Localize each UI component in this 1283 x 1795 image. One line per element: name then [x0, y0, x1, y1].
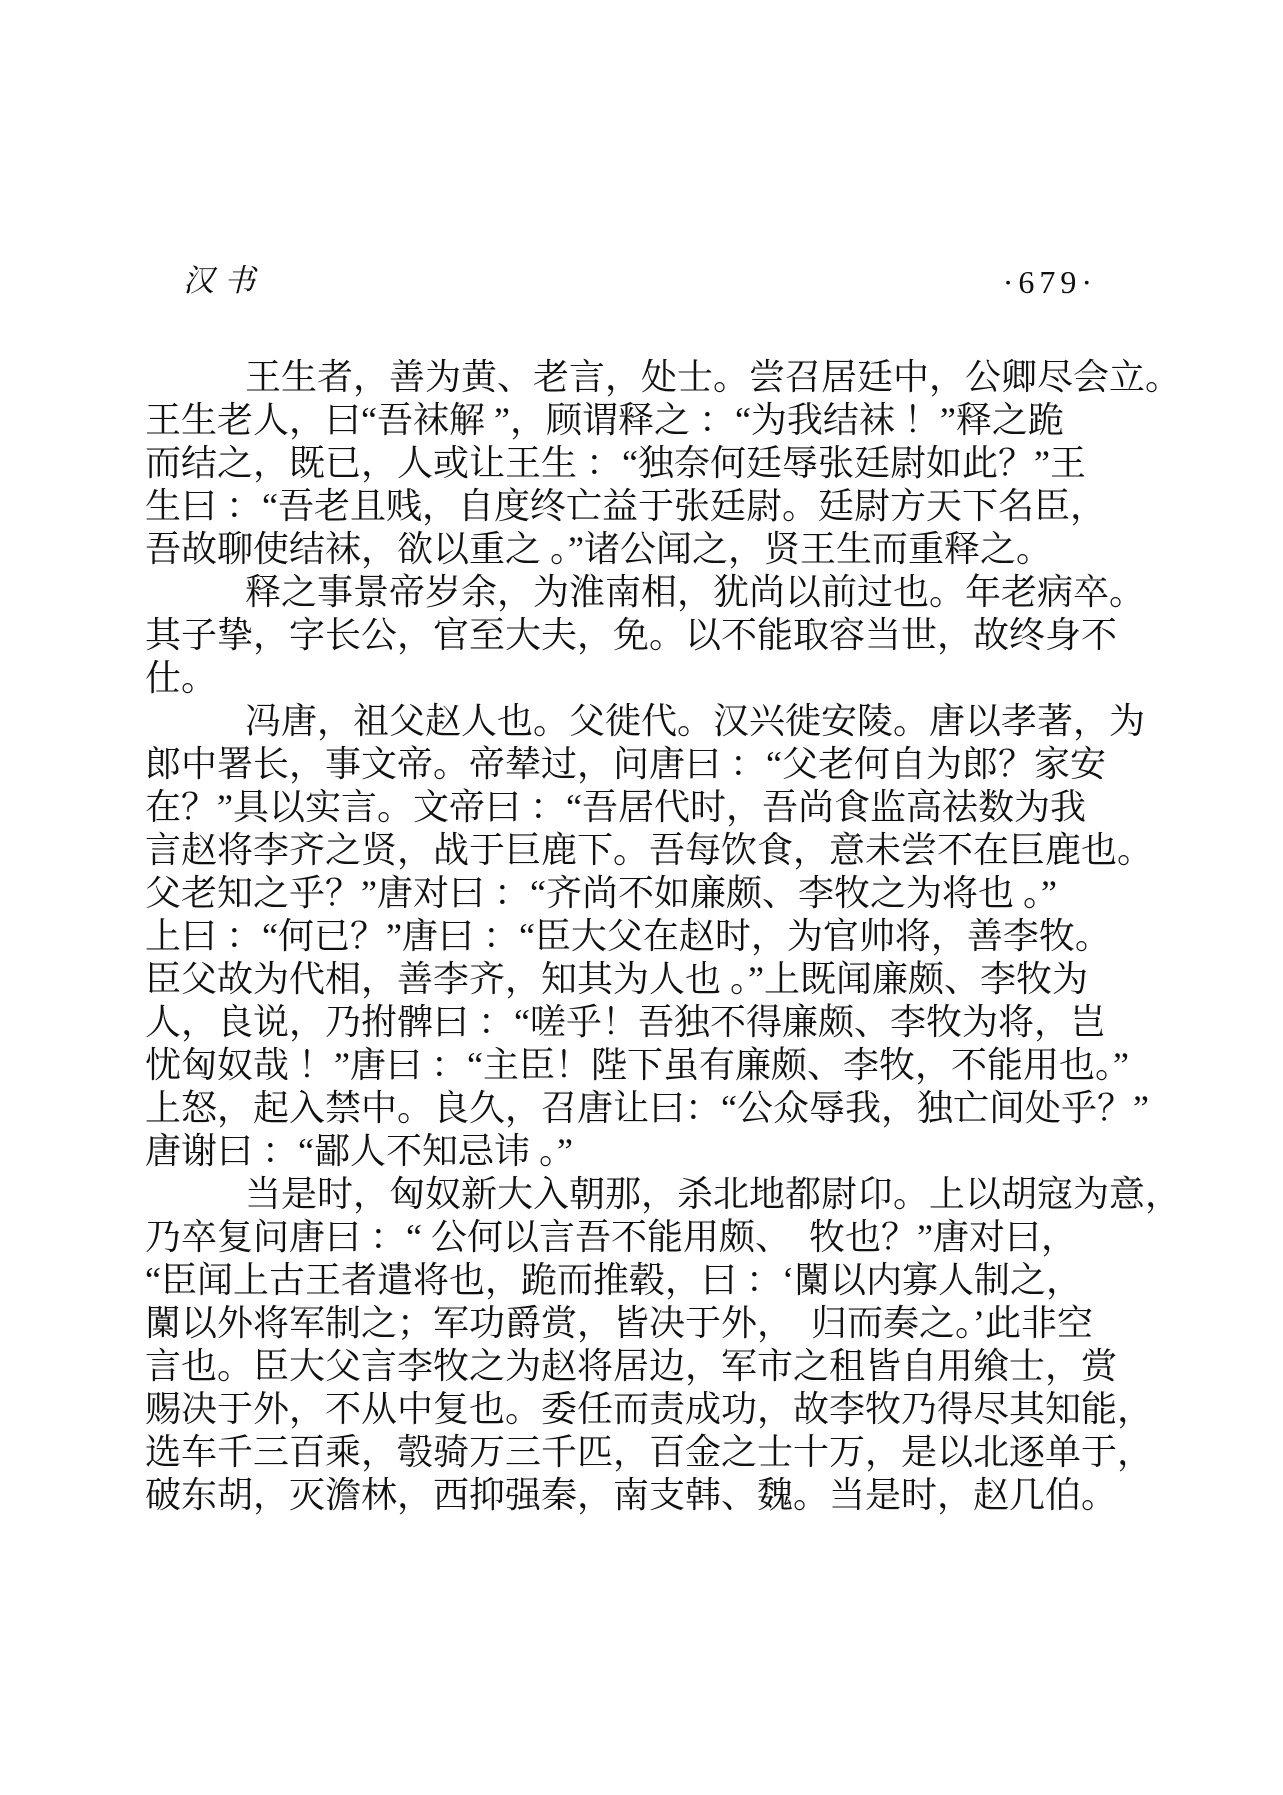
text-line: 其子挚，字长公，官至大夫，免。以不能取容当世，故终身不 — [145, 615, 1118, 655]
text-line: 忧匈奴哉 ！”唐曰 ：“主臣！陛下虽有廉颇、李牧，不能用也。” — [145, 1045, 1129, 1085]
text-line: 言赵将李齐之贤，战于巨鹿下。吾每饮食，意未尝不在巨鹿也。 — [145, 830, 1154, 870]
text-line: 而结之，既已，人或让王生 ：“独奈何廷辱张廷尉如此？”王 — [145, 443, 1086, 483]
text-line: 在？”具以实言。文帝曰 ：“吾居代时，吾尚食监高祛数为我 — [145, 787, 1086, 827]
text-line: 父老知之乎？”唐对曰 ：“齐尚不如廉颇、李牧之为将也 。” — [145, 873, 1057, 913]
running-header — [145, 262, 1155, 302]
text-line: 仕。 — [145, 658, 218, 698]
text-line: 臣父故为代相，善李齐，知其为人也 。”上既闻廉颇、李牧为 — [145, 959, 1088, 999]
text-line: 言也。臣大父言李牧之为赵将居边，军市之租皆自用飨士，赏 — [145, 1346, 1118, 1386]
text-line: 释之事景帝岁余，为淮南相，犹尚以前过也。年老病卒。 — [245, 572, 1146, 612]
text-line: 上曰 ：“何已？”唐曰 ：“臣大父在赵时，为官帅将，善李牧。 — [145, 916, 1111, 956]
text-line: 王生老人，曰“吾袜解 ”，顾谓释之 ：“为我结袜 ！”释之跪 — [145, 400, 1064, 440]
text-line: 生曰 ：“吾老且贱，自度终亡益于张廷尉。廷尉方天下名臣， — [145, 486, 1106, 526]
text-line: 闑以外将军制之；军功爵赏，皆决于外， 归而奏之。’此非空 — [145, 1303, 1093, 1343]
text-line: “臣闻上古王者遣将也，跪而推毂，曰 ：‘闑以内寡人制之， — [145, 1260, 1082, 1300]
text-line: 吾故聊使结袜，欲以重之 。”诸公闻之，贤王生而重释之。 — [145, 529, 1052, 569]
book-title: 汉书 — [183, 263, 265, 298]
text-line: 选车千三百乘，彀骑万三千匹，百金之士十万，是以北逐单于， — [145, 1432, 1154, 1472]
page-number: ·679· — [1002, 264, 1097, 300]
body-text — [145, 356, 1182, 1517]
text-line: 人，良说，乃拊髀曰 ：“嗟乎！吾独不得廉颇、李牧为将，岂 — [145, 1002, 1106, 1042]
text-line: 冯唐，祖父赵人也。父徙代。汉兴徙安陵。唐以孝著，为 — [245, 701, 1146, 741]
text-line: 破东胡，灭澹林，西抑强秦，南支韩、魏。当是时，赵几伯。 — [145, 1475, 1118, 1515]
text-line: 上怒，起入禁中。良久，召唐让曰：“公众辱我，独亡间处乎？” — [145, 1088, 1149, 1128]
text-line: 唐谢曰 ：“鄙人不知忌讳 。” — [145, 1131, 573, 1171]
text-line: 当是时，匈奴新大入朝那，杀北地都尉卬。上以胡寇为意， — [245, 1174, 1182, 1214]
text-line: 赐决于外，不从中复也。委任而责成功，故李牧乃得尽其知能， — [145, 1389, 1154, 1429]
text-line: 王生者，善为黄、老言，处士。尝召居廷中，公卿尽会立。 — [245, 357, 1182, 397]
text-line: 乃卒复问唐曰 ：“ 公何以言吾不能用颇、 牧也？”唐对曰， — [145, 1217, 1077, 1257]
text-line: 郎中署长，事文帝。帝辇过，问唐曰 ：“父老何自为郎？家安 — [145, 744, 1106, 784]
